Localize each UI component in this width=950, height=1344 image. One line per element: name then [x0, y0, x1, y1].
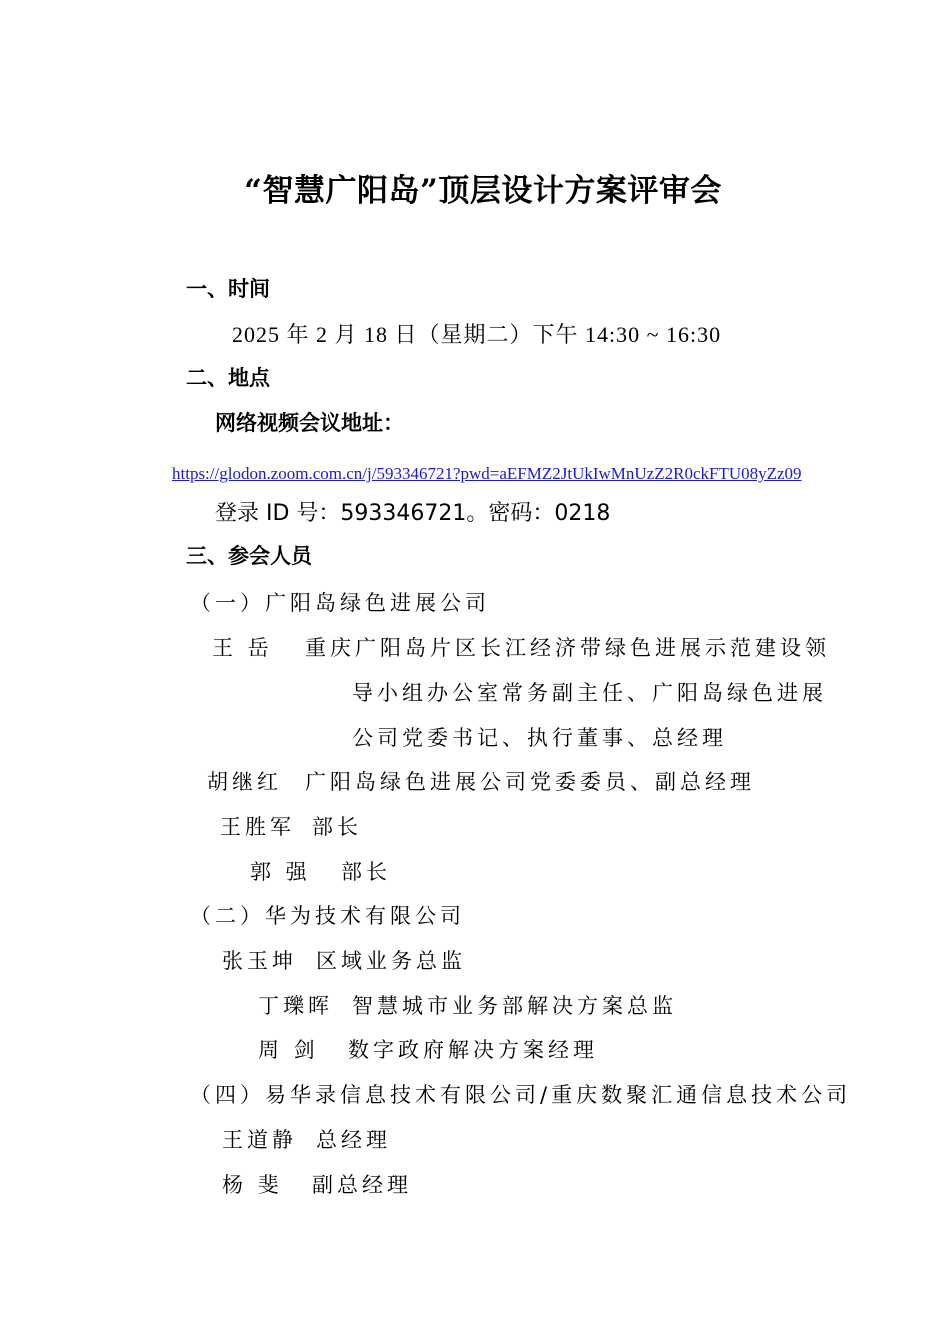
attendee-name: 丁瓅晖 — [258, 994, 333, 1018]
attendee-role: 区域业务总监 — [316, 949, 466, 973]
video-meeting-label: 网络视频会议地址： — [215, 411, 404, 435]
meeting-time: 2025 年 2 月 18 日（星期二）下午 14:30 ~ 16:30 — [232, 322, 722, 347]
attendee-role: 广阳岛绿色进展公司党委委员、副总经理 — [305, 770, 755, 794]
section-heading-place: 二、地点 — [186, 366, 270, 390]
section-heading-attendees: 三、参会人员 — [186, 544, 312, 568]
attendee-name: 王道静 — [222, 1128, 297, 1152]
document-title: “智慧广阳岛”顶层设计方案评审会 — [244, 173, 722, 209]
meeting-url-link[interactable]: https://glodon.zoom.com.cn/j/593346721?pwd=aEFMZ2JtUkIwMnUzZ2R0ckFTU08yZz09 — [172, 464, 802, 483]
group-org-4: （四）易华录信息技术有限公司/重庆数聚汇通信息技术公司 — [190, 1083, 852, 1107]
attendee-role-line-1: 重庆广阳岛片区长江经济带绿色进展示范建设领 — [305, 636, 830, 660]
group-org-2: （二）华为技术有限公司 — [190, 904, 465, 928]
attendee-role: 数字政府解决方案经理 — [348, 1038, 598, 1062]
meeting-login-info: 登录 ID 号：593346721。密码：0218 — [215, 501, 611, 526]
attendee-name: 胡继红 — [207, 770, 282, 794]
attendee-role-line-3: 公司党委书记、执行董事、总经理 — [352, 726, 727, 750]
attendee-role: 部长 — [312, 815, 362, 839]
attendee-name: 杨 斐 — [222, 1173, 283, 1197]
attendee-role-line-2: 导小组办公室常务副主任、广阳岛绿色进展 — [352, 681, 827, 705]
attendee-role: 智慧城市业务部解决方案总监 — [352, 994, 677, 1018]
section-heading-time: 一、时间 — [186, 277, 270, 301]
attendee-name: 周 剑 — [258, 1038, 319, 1062]
attendee-name: 王胜军 — [220, 815, 295, 839]
attendee-name: 王 岳 — [212, 636, 273, 660]
attendee-role: 部长 — [341, 860, 391, 884]
group-org-1: （一）广阳岛绿色进展公司 — [190, 591, 490, 615]
attendee-role: 副总经理 — [312, 1173, 412, 1197]
attendee-role: 总经理 — [316, 1128, 391, 1152]
attendee-name: 郭 强 — [250, 860, 311, 884]
attendee-name: 张玉坤 — [222, 949, 297, 973]
